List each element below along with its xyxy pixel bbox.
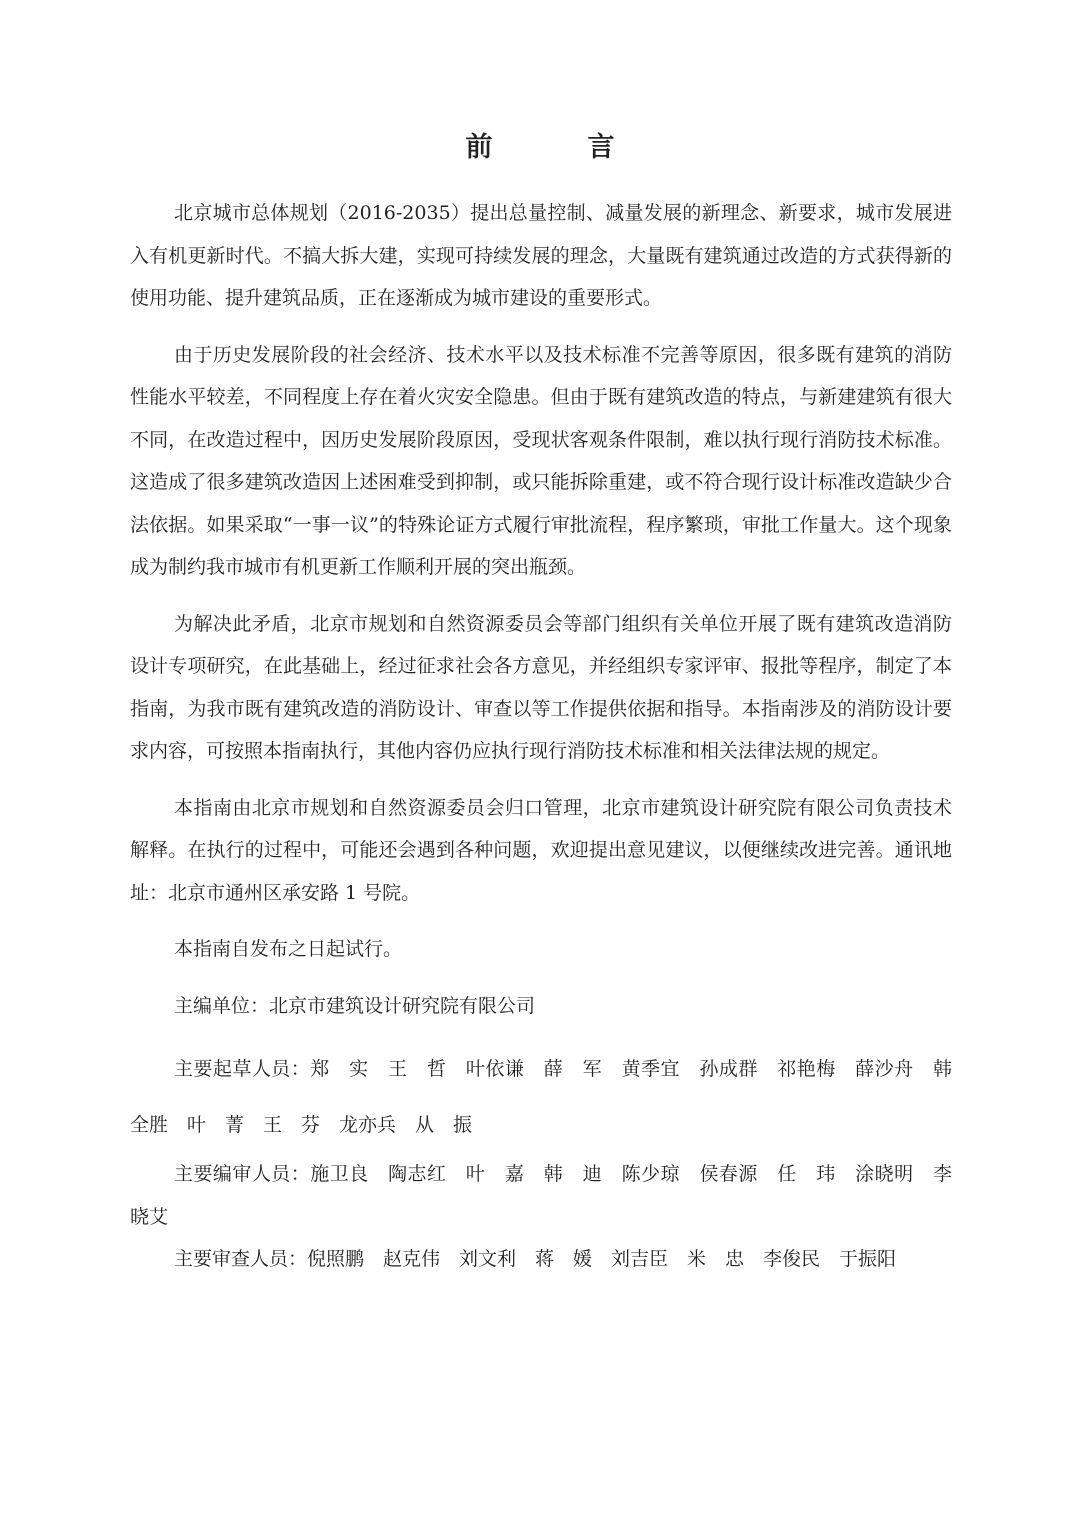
reviewers-list: 主要审查人员：倪照鹏 赵克伟 刘文利 蒋 媛 刘吉臣 米 忠 李俊民 于振阳: [174, 1248, 897, 1270]
paragraph-5: 本指南自发布之日起试行。: [174, 938, 403, 960]
document-body: [130, 192, 952, 1281]
drafters-list: 主要起草人员：郑 实 王 哲 叶依谦 薛 军 黄季宜 孙成群 祁艳梅 薛沙舟 韩全胜 叶 菁 王 芬 龙亦兵 从 振: [130, 1058, 952, 1136]
paragraph-2: 由于历史发展阶段的社会经济、技术水平以及技术标准不完善等原因，很多既有建筑的消防性能水平较差，不同程度上存在着火灾安全隐患。但由于既有建筑改造的特点，与新建建筑有很大不同，在改造过程中，因历史发展阶段原因，受现状客观条件限制，难以执行现行消防技术标准。这造成了很多建筑改造因上述困难受到抑制，或只能拆除重建，或不符合现行设计标准改造缺少合法依据。如果采取“一事一议”的特殊论证方式履行审批流程，程序繁琐，审批工作量大。这个现象成为制约我市城市有机更新工作顺利开展的突出瓶颈。: [130, 343, 952, 578]
paragraph-1: 北京城市总体规划（2016-2035）提出总量控制、减量发展的新理念、新要求，城市发展进入有机更新时代。不搞大拆大建，实现可持续发展的理念，大量既有建筑通过改造的方式获得新的使用功能、提升建筑品质，正在逐渐成为城市建设的重要形式。: [130, 202, 952, 309]
page-title: 前 言: [465, 132, 649, 163]
chief-editor-unit: 主编单位：北京市建筑设计研究院有限公司: [174, 994, 536, 1017]
paragraph-4: 本指南由北京市规划和自然资源委员会归口管理，北京市建筑设计研究院有限公司负责技术解释。在执行的过程中，可能还会遇到各种问题，欢迎提出意见建议，以便继续改进完善。通讯地址：北京市通州区承安路 1 号院。: [130, 796, 952, 904]
paragraph-3: 为解决此矛盾，北京市规划和自然资源委员会等部门组织有关单位开展了既有建筑改造消防设计专项研究，在此基础上，经过征求社会各方意见，并经组织专家评审、报批等程序，制定了本指南，为我市既有建筑改造的消防设计、审查以等工作提供依据和指导。本指南涉及的消防设计要求内容，可按照本指南执行，其他内容仍应执行现行消防技术标准和相关法律法规的规定。: [130, 612, 952, 762]
editors-list: 主要编审人员：施卫良 陶志红 叶 嘉 韩 迪 陈少琼 侯春源 任 玮 涂晓明 李晓艾: [130, 1163, 952, 1228]
